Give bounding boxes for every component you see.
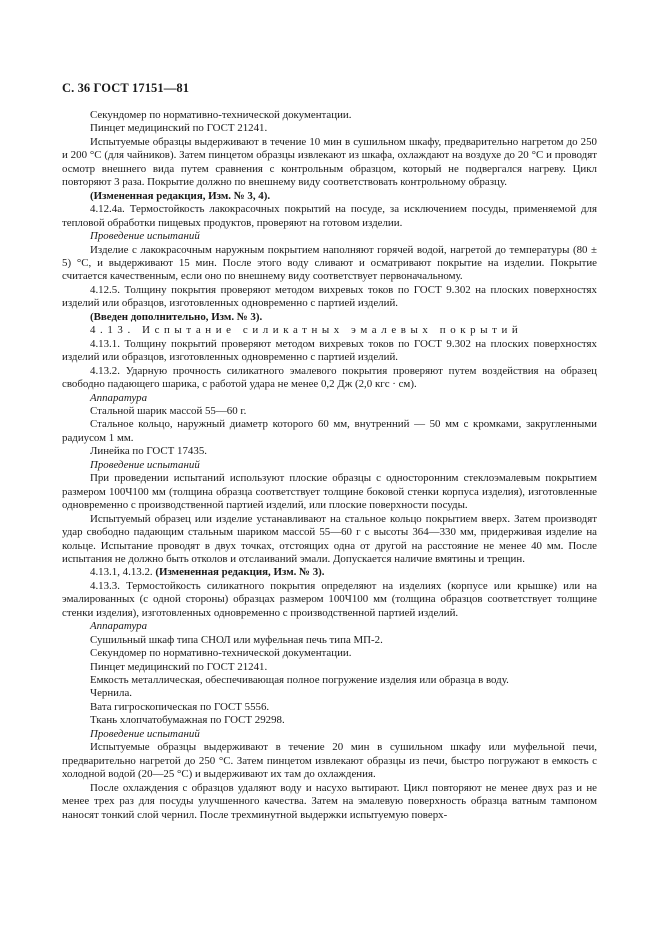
paragraph: 4.13.3. Термостойкость силикатного покрытия определяют на изделиях (корпусе или крышке) или на эмалированных (с одной стороны) образцах размером 100Ч100 мм (толщина образцов соответствует толщине стенки изделия), изготовленных одновременно с производственной партией изделий. [62, 579, 597, 619]
paragraph: Стальное кольцо, наружный диаметр которого 60 мм, внутренний — 50 мм с кромками, закругленными радиусом 1 мм. [62, 418, 597, 444]
paragraph: Изделие с лакокрасочным наружным покрытием наполняют горячей водой, нагретой до температуры (80 ± 5) °С, и выдерживают 15 мин. После этого воду сливают и осматривают покрытие на изделии. Покрытие считается качественным, если оно по внешнему виду соответствует первоначальному. [62, 243, 597, 283]
paragraph: 4.13. Испытание силикатных эмалевых покрытий [90, 324, 523, 337]
paragraph: Проведение испытаний [90, 458, 200, 471]
paragraph: Пинцет медицинский по ГОСТ 21241. [90, 122, 268, 135]
paragraph: Аппаратура [90, 391, 148, 404]
paragraph: Секундомер по нормативно-технической документации. [90, 109, 352, 121]
paragraph: (Введен дополнительно, Изм. № 3). [90, 310, 263, 323]
paragraph: Сушильный шкаф типа СНОЛ или муфельная печь типа МП-2. [90, 633, 383, 646]
paragraph: 4.12.4а. Термостойкость лакокрасочных покрытий на посуде, за исключением посуды, применяемой для тепловой обработки пищевых продуктов, проверяют на готовом изделии. [62, 203, 597, 229]
document-body [62, 109, 597, 822]
paragraph: (Измененная редакция, Изм. № 3, 4). [90, 189, 271, 202]
paragraph: При проведении испытаний используют плоские образцы с односторонним стеклоэмалевым покрытием размером 100Ч100 мм (толщина образца соответствует толщине боковой стенки корпуса изделия), изготовленные одновременно с производственной партией изделий, или плоские поверхности посуды. [62, 472, 597, 512]
paragraph: Ткань хлопчатобумажная по ГОСТ 29298. [90, 714, 285, 727]
paragraph: Проведение испытаний [90, 230, 200, 243]
paragraph: Пинцет медицинский по ГОСТ 21241. [90, 660, 268, 673]
paragraph: Аппаратура [90, 620, 148, 633]
paragraph: Испытуемые образцы выдерживают в течение 10 мин в сушильном шкафу, предварительно нагретом до 250 и 200 °С (для чайников). Затем пинцетом образцы извлекают из шкафа, охлаждают на воздухе до 20 °С и проводят осмотр внешнего вида путем сравнения с контрольным образцом, который не подвергался нагреву. Цикл повторяют 3 раза. Покрытие должно по внешнему виду соответствовать контрольному образцу. [62, 135, 597, 189]
paragraph: Стальной шарик массой 55—60 г. [90, 404, 247, 417]
paragraph: 4.13.2. Ударную прочность силикатного эмалевого покрытия проверяют путем воздействия на образец свободно падающего шарика, с работой удара не менее 0,2 Дж (2,0 кгс · см). [62, 364, 597, 391]
paragraph: 4.12.5. Толщину покрытия проверяют методом вихревых токов по ГОСТ 9.302 на плоских поверхностях изделий или образцов, изготовленных одновременно с партией изделий. [62, 283, 597, 310]
paragraph: 4.13.1, 4.13.2. (Измененная редакция, Изм. № 3). [90, 566, 325, 579]
paragraph: Линейка по ГОСТ 17435. [90, 445, 207, 458]
paragraph: Секундомер по нормативно-технической документации. [90, 647, 352, 660]
paragraph: После охлаждения с образцов удаляют воду и насухо вытирают. Цикл повторяют не менее двух раз и не менее трех раз для посуды улучшенного качества. Затем на эмалевую поверхность образца ватным тампоном наносят тонкий слой чернил. После трехминутной выдержки испытуемую поверх- [62, 781, 597, 821]
page-header: С. 36 ГОСТ 17151—81 [62, 81, 190, 95]
paragraph: Вата гигроскопическая по ГОСТ 5556. [90, 700, 270, 713]
paragraph: Чернила. [90, 687, 133, 700]
paragraph: Емкость металлическая, обеспечивающая полное погружение изделия или образца в воду. [90, 674, 509, 687]
paragraph: Испытуемые образцы выдерживают в течение 20 мин в сушильном шкафу или муфельной печи, предварительно нагретой до 250 °С. Затем пинцетом извлекают образцы из печи, быстро погружают в емкость с холодной водой (20—25 °С) и выдерживают их там до охлаждения. [62, 741, 597, 781]
paragraph: Проведение испытаний [90, 727, 200, 740]
paragraph: Испытуемый образец или изделие устанавливают на стальное кольцо покрытием вверх. Затем производят удар свободно падающим стальным шариком массой 55—60 г с высоты 364—330 мм, придерживая изделие на кольце. Испытание проводят в двух точках, отстоящих одна от другой на расстояние не менее 40 мм. После испытания не должно быть отколов и отслаиваний эмали. Допускается наличие вмятины и трещин. [62, 512, 597, 565]
paragraph: 4.13.1. Толщину покрытий проверяют методом вихревых токов по ГОСТ 9.302 на плоских поверхностях изделий или образцов, изготовленных одновременно с партией изделий. [62, 337, 597, 364]
